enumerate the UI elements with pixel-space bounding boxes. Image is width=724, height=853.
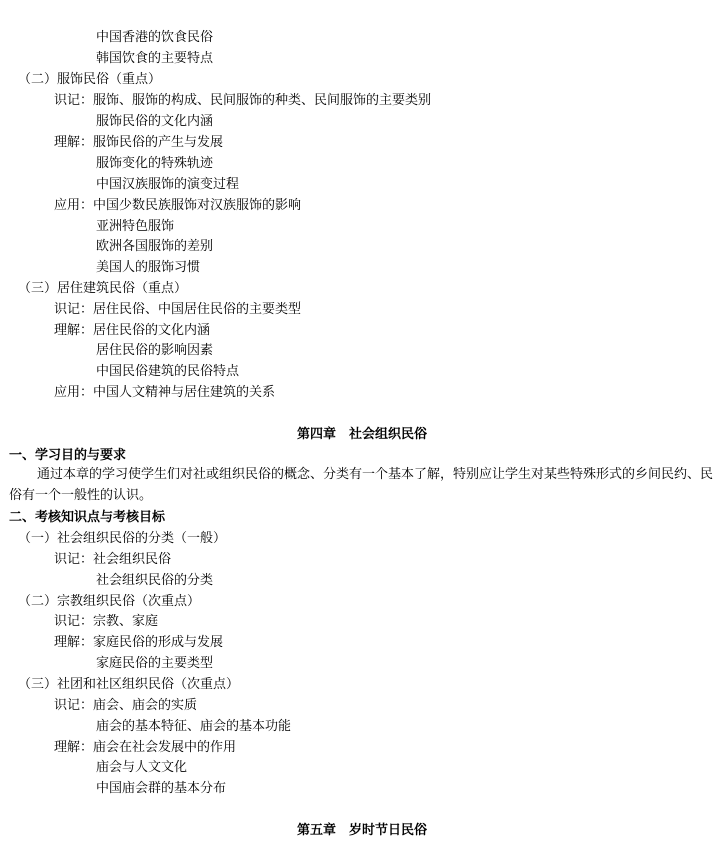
text-line: 韩国饮食的主要特点 <box>96 51 214 66</box>
text-line: 识记：宗教、家庭 <box>54 614 159 629</box>
text-line: 中国香港的饮食民俗 <box>96 30 214 45</box>
text-line: 中国汉族服饰的演变过程 <box>96 177 240 192</box>
text-line: 庙会的基本特征、庙会的基本功能 <box>96 719 292 734</box>
text-line: 应用：中国少数民族服饰对汉族服饰的影响 <box>54 198 302 213</box>
section-heading: （三）社团和社区组织民俗（次重点） <box>18 677 240 692</box>
section-heading: （一）社会组织民俗的分类（一般） <box>18 531 227 546</box>
text-line: 社会组织民俗的分类 <box>96 573 214 588</box>
text-line: 应用：中国人文精神与居住建筑的关系 <box>54 385 276 400</box>
section-heading: （二）服饰民俗（重点） <box>18 72 162 87</box>
section-heading: （二）宗教组织民俗（次重点） <box>18 594 201 609</box>
text-line: 识记：服饰、服饰的构成、民间服饰的种类、民间服饰的主要类别 <box>54 93 432 108</box>
text-line: 中国庙会群的基本分布 <box>96 781 227 796</box>
text-line: 美国人的服饰习惯 <box>96 260 201 275</box>
text-line: 庙会与人文文化 <box>96 760 188 775</box>
text-line: 中国民俗建筑的民俗特点 <box>96 364 240 379</box>
text-line: 识记：庙会、庙会的实质 <box>54 698 198 713</box>
section-heading: （三）居住建筑民俗（重点） <box>18 281 188 296</box>
text-line: 识记：居住民俗、中国居住民俗的主要类型 <box>54 302 302 317</box>
text-line: 服饰民俗的文化内涵 <box>96 114 214 129</box>
text-line: 理解：服饰民俗的产生与发展 <box>54 135 224 150</box>
text-line: 亚洲特色服饰 <box>96 219 175 234</box>
text-line: 理解：庙会在社会发展中的作用 <box>54 740 237 755</box>
paragraph-text: 通过本章的学习使学生们对社或组织民俗的概念、分类有一个基本了解，特别应让学生对某些特殊形式的乡间民约、民俗有一个一般性的认识。 <box>9 467 714 503</box>
section-heading: 二、考核知识点与考核目标 <box>9 510 166 525</box>
text-line: 居住民俗的影响因素 <box>96 343 214 358</box>
chapter-title: 第四章 社会组织民俗 <box>296 427 427 442</box>
text-line: 识记：社会组织民俗 <box>54 552 172 567</box>
section-heading: 一、学习目的与要求 <box>9 448 127 463</box>
text-line: 服饰变化的特殊轨迹 <box>96 156 214 171</box>
text-line: 理解：家庭民俗的形成与发展 <box>54 635 224 650</box>
text-line: 欧洲各国服饰的差别 <box>96 239 214 254</box>
text-line: 家庭民俗的主要类型 <box>96 656 214 671</box>
text-line: 理解：居住民俗的文化内涵 <box>54 323 211 338</box>
chapter-title: 第五章 岁时节日民俗 <box>296 823 427 838</box>
paragraph <box>9 464 715 506</box>
